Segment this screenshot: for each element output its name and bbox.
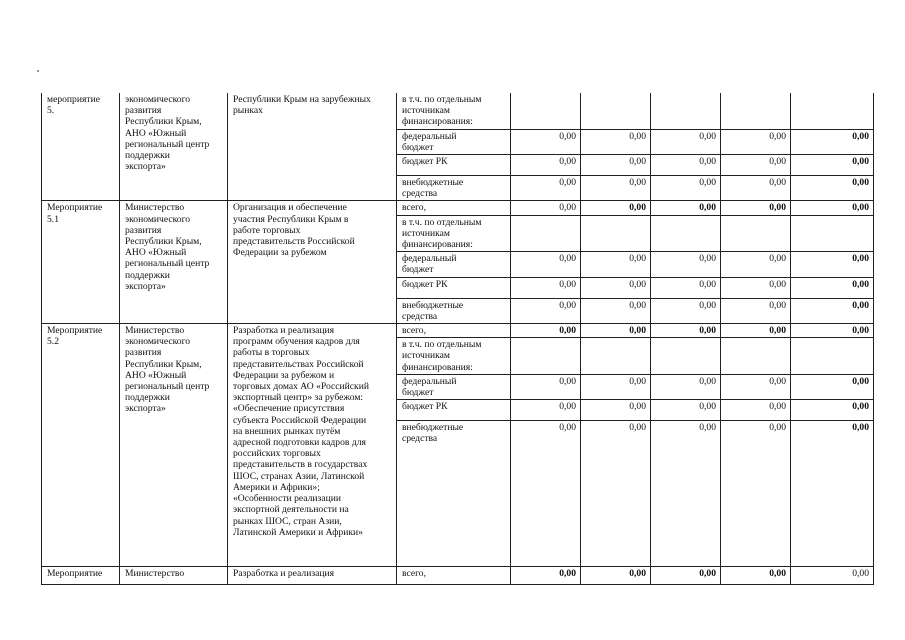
amount-cell: 0,00 xyxy=(651,201,721,215)
amount-cell: 0,00 xyxy=(511,129,581,154)
amount-cell: 0,00 xyxy=(511,567,581,585)
amount-cell: 0,00 xyxy=(791,400,874,421)
funding-source-cell: внебюджетные средства xyxy=(397,421,511,567)
amount-cell: 0,00 xyxy=(581,277,651,298)
funding-source-cell: федеральный бюджет xyxy=(397,129,511,154)
amount-cell: 0,00 xyxy=(651,298,721,323)
amount-cell: 0,00 xyxy=(791,567,874,585)
amount-cell xyxy=(651,338,721,375)
amount-cell xyxy=(581,338,651,375)
amount-cell: 0,00 xyxy=(511,252,581,277)
funding-source-cell: бюджет РК xyxy=(397,400,511,421)
amount-cell: 0,00 xyxy=(791,298,874,323)
amount-cell: 0,00 xyxy=(791,201,874,215)
amount-cell: 0,00 xyxy=(651,567,721,585)
amount-cell: 0,00 xyxy=(511,176,581,201)
amount-cell: 0,00 xyxy=(721,155,791,176)
table-row xyxy=(42,93,874,129)
amount-cell xyxy=(721,338,791,375)
funding-source-cell: внебюджетные средства xyxy=(397,298,511,323)
amount-cell: 0,00 xyxy=(791,374,874,399)
amount-cell: 0,00 xyxy=(721,400,791,421)
amount-cell: 0,00 xyxy=(511,324,581,338)
amount-cell: 0,00 xyxy=(511,421,581,567)
funding-source-cell: бюджет РК xyxy=(397,277,511,298)
activity-name-cell: Мероприятие xyxy=(42,567,120,585)
amount-cell: 0,00 xyxy=(721,567,791,585)
funding-source-cell: всего, xyxy=(397,324,511,338)
amount-cell: 0,00 xyxy=(511,400,581,421)
amount-cell: 0,00 xyxy=(721,129,791,154)
amount-cell: 0,00 xyxy=(651,421,721,567)
amount-cell: 0,00 xyxy=(721,252,791,277)
executor-cell: Министерство xyxy=(120,567,228,585)
amount-cell: 0,00 xyxy=(511,277,581,298)
activity-name-cell: Мероприятие 5.2 xyxy=(42,324,120,567)
amount-cell: 0,00 xyxy=(721,324,791,338)
amount-cell: 0,00 xyxy=(651,129,721,154)
amount-cell: 0,00 xyxy=(721,374,791,399)
amount-cell: 0,00 xyxy=(581,201,651,215)
executor-cell: Министерство экономического развития Республики Крым, АНО «Южный региональный центр поддержки экспорта» xyxy=(120,201,228,324)
amount-cell: 0,00 xyxy=(511,155,581,176)
amount-cell xyxy=(581,215,651,252)
amount-cell: 0,00 xyxy=(581,155,651,176)
funding-source-cell: всего, xyxy=(397,567,511,585)
amount-cell: 0,00 xyxy=(721,298,791,323)
amount-cell: 0,00 xyxy=(721,421,791,567)
funding-source-cell: федеральный бюджет xyxy=(397,252,511,277)
amount-cell: 0,00 xyxy=(581,298,651,323)
amount-cell: 0,00 xyxy=(581,421,651,567)
amount-cell: 0,00 xyxy=(581,129,651,154)
amount-cell xyxy=(791,338,874,375)
funding-source-cell: федеральный бюджет xyxy=(397,374,511,399)
amount-cell xyxy=(581,93,651,129)
amount-cell: 0,00 xyxy=(581,252,651,277)
description-cell: Республики Крым на зарубежных рынках xyxy=(228,93,397,201)
amount-cell xyxy=(651,215,721,252)
amount-cell: 0,00 xyxy=(651,277,721,298)
amount-cell xyxy=(791,93,874,129)
funding-source-cell: в т.ч. по отдельным источникам финансирования: xyxy=(397,93,511,129)
amount-cell: 0,00 xyxy=(651,374,721,399)
amount-cell: 0,00 xyxy=(581,374,651,399)
amount-cell: 0,00 xyxy=(791,155,874,176)
amount-cell: 0,00 xyxy=(581,567,651,585)
amount-cell: 0,00 xyxy=(651,252,721,277)
funding-source-cell: в т.ч. по отдельным источникам финансирования: xyxy=(397,215,511,252)
amount-cell: 0,00 xyxy=(581,400,651,421)
executor-cell: Министерство экономического развития Республики Крым, АНО «Южный региональный центр поддержки экспорта» xyxy=(120,324,228,567)
funding-source-cell: бюджет РК xyxy=(397,155,511,176)
activity-name-cell: мероприятие 5. xyxy=(42,93,120,201)
amount-cell: 0,00 xyxy=(721,176,791,201)
amount-cell xyxy=(791,215,874,252)
activity-name-cell: Мероприятие 5.1 xyxy=(42,201,120,324)
amount-cell: 0,00 xyxy=(651,176,721,201)
amount-cell: 0,00 xyxy=(651,324,721,338)
amount-cell xyxy=(721,93,791,129)
amount-cell: 0,00 xyxy=(511,374,581,399)
amount-cell: 0,00 xyxy=(721,201,791,215)
scan-speck xyxy=(37,70,39,72)
amount-cell xyxy=(721,215,791,252)
amount-cell: 0,00 xyxy=(791,252,874,277)
amount-cell: 0,00 xyxy=(721,277,791,298)
description-cell: Организация и обеспечение участия Республики Крым в работе торговых представительств Российской Федерации за рубежом xyxy=(228,201,397,324)
amount-cell: 0,00 xyxy=(651,155,721,176)
amount-cell: 0,00 xyxy=(791,277,874,298)
table-row xyxy=(42,324,874,338)
amount-cell: 0,00 xyxy=(581,324,651,338)
amount-cell: 0,00 xyxy=(581,176,651,201)
amount-cell: 0,00 xyxy=(651,400,721,421)
description-cell: Разработка и реализация программ обучения кадров для работы в торговых представительствах Российской Федерации за рубежом и торговых домах АО «Российский экспортный центр» за рубежом: «Обеспечение присутствия субъекта Российской Федерации на внешних рынках путём адресной подготовки кадров для российских торговых представительств в государствах ШОС, странах Азии, Латинской Америки и Африки»; «Особенности реализации экспортной деятельности на рынках ШОС, стран Азии, Латинской Америки и Африки» xyxy=(228,324,397,567)
executor-cell: экономического развития Республики Крым, АНО «Южный региональный центр поддержки экспорта» xyxy=(120,93,228,201)
funding-source-cell: внебюджетные средства xyxy=(397,176,511,201)
amount-cell: 0,00 xyxy=(511,201,581,215)
table-row xyxy=(42,201,874,215)
amount-cell xyxy=(511,215,581,252)
amount-cell: 0,00 xyxy=(791,421,874,567)
amount-cell xyxy=(651,93,721,129)
financing-table xyxy=(41,93,874,585)
funding-source-cell: всего, xyxy=(397,201,511,215)
amount-cell: 0,00 xyxy=(791,129,874,154)
amount-cell: 0,00 xyxy=(791,324,874,338)
description-cell: Разработка и реализация xyxy=(228,567,397,585)
amount-cell xyxy=(511,338,581,375)
funding-source-cell: в т.ч. по отдельным источникам финансирования: xyxy=(397,338,511,375)
amount-cell: 0,00 xyxy=(511,298,581,323)
amount-cell xyxy=(511,93,581,129)
amount-cell: 0,00 xyxy=(791,176,874,201)
table-row xyxy=(42,567,874,585)
